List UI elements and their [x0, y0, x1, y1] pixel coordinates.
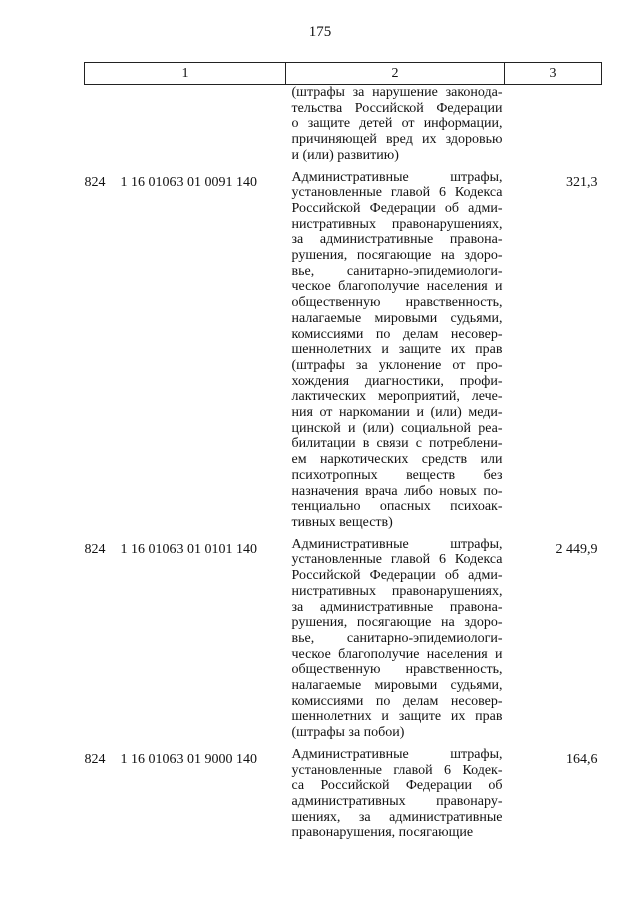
description-line: установленные главой 6 Кодек- — [291, 762, 503, 778]
description-line: билитации в связи с потреблени- — [291, 436, 503, 452]
budget-classification-code: 1 16 01063 01 9000 140 — [120, 751, 257, 767]
description-cell — [286, 747, 505, 847]
table-row — [85, 537, 602, 747]
description-line: назначения врача либо новых по- — [291, 483, 503, 499]
description-line: о защите детей от информации, — [291, 116, 503, 132]
description-line: лактических мероприятий, лече- — [291, 389, 503, 405]
description-line: тенциально опасных психоак- — [291, 499, 503, 515]
description-cell — [286, 537, 505, 747]
description-line: ния от наркомании и (или) меди- — [291, 405, 503, 421]
table-header-row — [85, 63, 602, 85]
description-line: Административные штрафы, — [291, 746, 503, 762]
description-line: рушения, посягающие на здоро- — [291, 615, 503, 631]
budget-classification-code: 1 16 01063 01 0101 140 — [120, 541, 257, 557]
code-cell — [85, 537, 286, 747]
description-line: (штрафы за уклонение от про- — [291, 357, 503, 373]
amount-cell: 321,3 — [566, 174, 598, 190]
description-line: ческое благополучие населения и — [291, 279, 503, 295]
description-line: общественную нравственность, — [291, 295, 503, 311]
description-line: тивных веществ) — [291, 514, 393, 530]
administrator-code: 824 — [84, 751, 106, 767]
description-line: Административные штрафы, — [291, 169, 503, 185]
description-line: шеннолетних и защите их прав — [291, 342, 503, 358]
description-line: общественную нравственность, — [291, 662, 503, 678]
continuation-row — [85, 85, 602, 170]
description-line: вье, санитарно-эпидемиологи- — [291, 630, 503, 646]
description-line: Административные штрафы, — [291, 536, 503, 552]
code-cell — [85, 747, 286, 847]
budget-classification-code: 1 16 01063 01 0091 140 — [120, 174, 257, 190]
description-line: налагаемые мировыми судьями, — [291, 310, 503, 326]
description-line: хождения диагностики, профи- — [291, 373, 503, 389]
administrator-code: 824 — [84, 541, 106, 557]
description-cell — [286, 85, 505, 170]
amount-cell: 2 449,9 — [555, 541, 598, 557]
description-line: и (или) развитию) — [291, 147, 399, 163]
description-line: рушения, посягающие на здоро- — [291, 248, 503, 264]
administrator-code: 824 — [84, 174, 106, 190]
description-line: нистративных правонарушениях, — [291, 216, 503, 232]
description-line: цинской и (или) социальной реа- — [291, 420, 503, 436]
code-cell — [85, 85, 286, 170]
description-line: са Российской Федерации об — [291, 778, 503, 794]
description-line: комиссиями по делам несовер- — [291, 326, 503, 342]
table-row — [85, 747, 602, 847]
description-line: установленные главой 6 Кодекса — [291, 185, 503, 201]
amount-cell — [505, 85, 602, 170]
description-line: (штрафы за нарушение законода- — [291, 85, 503, 100]
column-header: 2 — [286, 63, 505, 85]
description-line: за административные правона- — [291, 232, 503, 248]
code-cell — [85, 170, 286, 537]
amount-cell: 164,6 — [566, 751, 598, 767]
description-line: установленные главой 6 Кодекса — [291, 552, 503, 568]
description-cell — [286, 170, 505, 537]
description-line: Российской Федерации об адми- — [291, 200, 503, 216]
page-number: 175 — [308, 24, 332, 40]
description-line: налагаемые мировыми судьями, — [291, 678, 503, 694]
description-line: ческое благополучие населения и — [291, 646, 503, 662]
description-line: административных правонару- — [291, 793, 503, 809]
column-header: 3 — [505, 63, 602, 85]
description-line: (штрафы за побои) — [291, 725, 405, 741]
description-line: вье, санитарно-эпидемиологи- — [291, 263, 503, 279]
description-line: комиссиями по делам несовер- — [291, 693, 503, 709]
description-line: шениях, за административные — [291, 809, 503, 825]
description-line: нистративных правонарушениях, — [291, 583, 503, 599]
description-line: за административные правона- — [291, 599, 503, 615]
budget-table — [84, 62, 602, 847]
description-line: причиняющей вред их здоровью — [291, 132, 503, 148]
description-line: шеннолетних и защите их прав — [291, 709, 503, 725]
description-line: ем наркотических средств или — [291, 452, 503, 468]
description-line: тельства Российской Федерации — [291, 100, 503, 116]
description-line: правонарушения, посягающие — [291, 825, 474, 841]
table-row — [85, 170, 602, 537]
description-line: Российской Федерации об адми- — [291, 568, 503, 584]
column-header: 1 — [85, 63, 286, 85]
description-line: психотропных веществ без — [291, 467, 503, 483]
